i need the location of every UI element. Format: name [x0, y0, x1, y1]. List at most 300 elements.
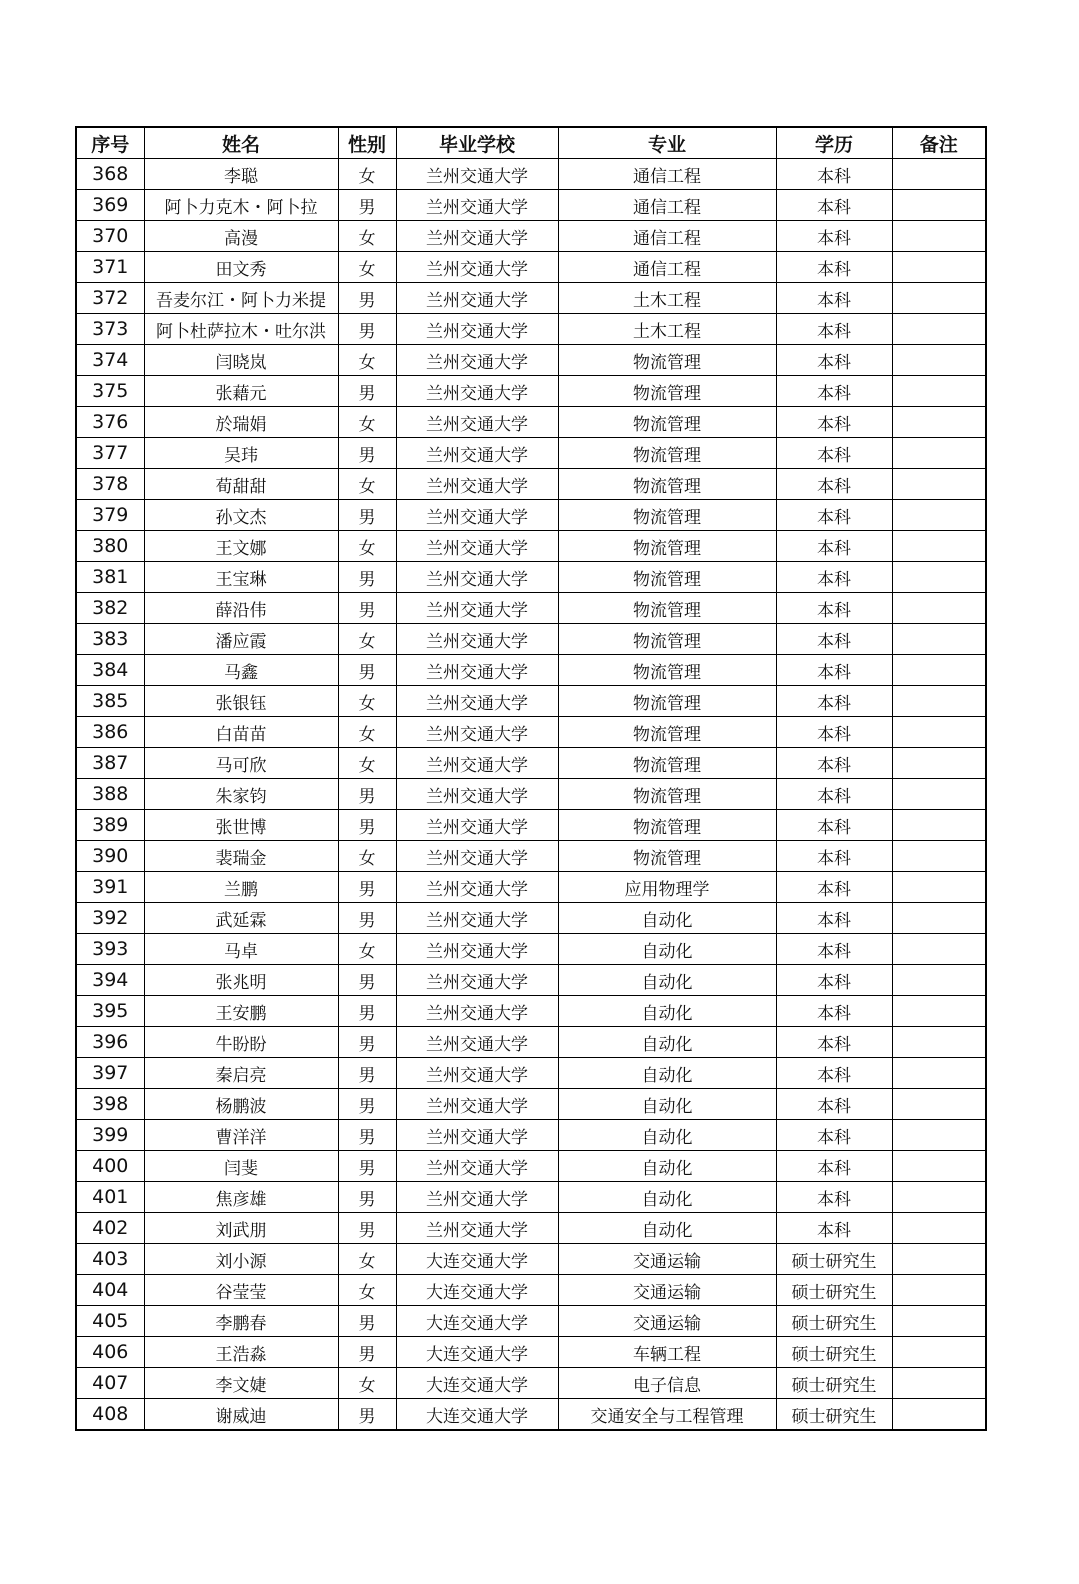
cell-name: 马鑫 — [144, 655, 338, 686]
cell-school: 兰州交通大学 — [396, 779, 558, 810]
cell-remarks — [892, 1151, 986, 1182]
cell-degree: 本科 — [776, 841, 892, 872]
cell-degree: 本科 — [776, 500, 892, 531]
cell-name: 王宝琳 — [144, 562, 338, 593]
table-row — [76, 624, 986, 655]
cell-school: 兰州交通大学 — [396, 252, 558, 283]
cell-major: 物流管理 — [558, 407, 776, 438]
cell-name: 潘应霞 — [144, 624, 338, 655]
cell-name: 张世博 — [144, 810, 338, 841]
table-row — [76, 159, 986, 190]
cell-gender: 男 — [338, 1306, 396, 1337]
cell-degree: 本科 — [776, 1058, 892, 1089]
cell-school: 兰州交通大学 — [396, 1058, 558, 1089]
cell-index: 396 — [76, 1027, 144, 1058]
cell-major: 电子信息 — [558, 1368, 776, 1399]
cell-remarks — [892, 1089, 986, 1120]
cell-remarks — [892, 1368, 986, 1399]
cell-school: 兰州交通大学 — [396, 283, 558, 314]
cell-index: 403 — [76, 1244, 144, 1275]
cell-remarks — [892, 1120, 986, 1151]
table-row — [76, 1306, 986, 1337]
cell-school: 兰州交通大学 — [396, 872, 558, 903]
cell-school: 兰州交通大学 — [396, 1182, 558, 1213]
table-row — [76, 872, 986, 903]
cell-gender: 男 — [338, 965, 396, 996]
cell-school: 大连交通大学 — [396, 1244, 558, 1275]
cell-degree: 本科 — [776, 934, 892, 965]
cell-remarks — [892, 686, 986, 717]
table-row — [76, 1151, 986, 1182]
cell-school: 兰州交通大学 — [396, 1120, 558, 1151]
cell-name: 田文秀 — [144, 252, 338, 283]
cell-remarks — [892, 1275, 986, 1306]
cell-gender: 女 — [338, 686, 396, 717]
cell-degree: 本科 — [776, 314, 892, 345]
cell-major: 自动化 — [558, 1089, 776, 1120]
cell-index: 370 — [76, 221, 144, 252]
cell-name: 牛盼盼 — [144, 1027, 338, 1058]
cell-gender: 女 — [338, 1368, 396, 1399]
cell-index: 405 — [76, 1306, 144, 1337]
cell-degree: 本科 — [776, 345, 892, 376]
cell-major: 物流管理 — [558, 686, 776, 717]
table-row — [76, 314, 986, 345]
cell-school: 兰州交通大学 — [396, 686, 558, 717]
cell-major: 自动化 — [558, 903, 776, 934]
cell-remarks — [892, 1244, 986, 1275]
cell-gender: 男 — [338, 872, 396, 903]
cell-degree: 本科 — [776, 159, 892, 190]
cell-degree: 本科 — [776, 965, 892, 996]
cell-degree: 本科 — [776, 810, 892, 841]
cell-remarks — [892, 531, 986, 562]
cell-school: 兰州交通大学 — [396, 314, 558, 345]
cell-gender: 男 — [338, 1151, 396, 1182]
table-row — [76, 593, 986, 624]
cell-index: 398 — [76, 1089, 144, 1120]
cell-name: 高漫 — [144, 221, 338, 252]
cell-index: 397 — [76, 1058, 144, 1089]
table-row — [76, 1337, 986, 1368]
cell-remarks — [892, 1399, 986, 1431]
table-body — [76, 159, 986, 1431]
cell-gender: 男 — [338, 438, 396, 469]
cell-school: 兰州交通大学 — [396, 965, 558, 996]
cell-remarks — [892, 748, 986, 779]
cell-school: 兰州交通大学 — [396, 190, 558, 221]
cell-degree: 硕士研究生 — [776, 1399, 892, 1431]
cell-major: 交通运输 — [558, 1275, 776, 1306]
cell-index: 384 — [76, 655, 144, 686]
cell-school: 兰州交通大学 — [396, 903, 558, 934]
cell-degree: 本科 — [776, 996, 892, 1027]
cell-gender: 男 — [338, 593, 396, 624]
table-row — [76, 252, 986, 283]
cell-name: 张藉元 — [144, 376, 338, 407]
cell-school: 兰州交通大学 — [396, 438, 558, 469]
cell-gender: 男 — [338, 779, 396, 810]
cell-school: 兰州交通大学 — [396, 562, 558, 593]
cell-major: 物流管理 — [558, 748, 776, 779]
cell-major: 交通运输 — [558, 1244, 776, 1275]
cell-degree: 本科 — [776, 438, 892, 469]
table-row — [76, 221, 986, 252]
cell-gender: 男 — [338, 190, 396, 221]
cell-remarks — [892, 810, 986, 841]
cell-name: 孙文杰 — [144, 500, 338, 531]
cell-major: 物流管理 — [558, 841, 776, 872]
cell-school: 兰州交通大学 — [396, 1089, 558, 1120]
col-header-remarks: 备注 — [892, 127, 986, 159]
cell-index: 372 — [76, 283, 144, 314]
cell-major: 自动化 — [558, 996, 776, 1027]
cell-gender: 男 — [338, 1027, 396, 1058]
cell-name: 李鹏春 — [144, 1306, 338, 1337]
cell-major: 交通运输 — [558, 1306, 776, 1337]
cell-major: 车辆工程 — [558, 1337, 776, 1368]
cell-remarks — [892, 469, 986, 500]
table-row — [76, 686, 986, 717]
cell-gender: 女 — [338, 531, 396, 562]
cell-remarks — [892, 500, 986, 531]
cell-major: 自动化 — [558, 1182, 776, 1213]
cell-remarks — [892, 934, 986, 965]
cell-major: 交通安全与工程管理 — [558, 1399, 776, 1431]
col-header-index: 序号 — [76, 127, 144, 159]
cell-remarks — [892, 996, 986, 1027]
table-row — [76, 841, 986, 872]
cell-index: 400 — [76, 1151, 144, 1182]
cell-index: 391 — [76, 872, 144, 903]
table-row — [76, 407, 986, 438]
cell-degree: 本科 — [776, 779, 892, 810]
table-row — [76, 190, 986, 221]
table-row — [76, 345, 986, 376]
cell-index: 368 — [76, 159, 144, 190]
table-row — [76, 810, 986, 841]
table-row — [76, 1058, 986, 1089]
cell-degree: 本科 — [776, 1151, 892, 1182]
cell-gender: 男 — [338, 655, 396, 686]
table-row — [76, 283, 986, 314]
cell-major: 通信工程 — [558, 252, 776, 283]
cell-index: 404 — [76, 1275, 144, 1306]
roster-sheet — [75, 126, 985, 1431]
cell-gender: 男 — [338, 1120, 396, 1151]
cell-name: 朱家钧 — [144, 779, 338, 810]
cell-name: 李文婕 — [144, 1368, 338, 1399]
cell-index: 383 — [76, 624, 144, 655]
cell-degree: 本科 — [776, 593, 892, 624]
cell-gender: 女 — [338, 345, 396, 376]
cell-remarks — [892, 345, 986, 376]
cell-gender: 女 — [338, 252, 396, 283]
cell-remarks — [892, 159, 986, 190]
cell-gender: 女 — [338, 841, 396, 872]
table-row — [76, 1213, 986, 1244]
cell-index: 385 — [76, 686, 144, 717]
cell-major: 物流管理 — [558, 376, 776, 407]
cell-name: 吾麦尔江・阿卜力米提 — [144, 283, 338, 314]
cell-gender: 女 — [338, 1244, 396, 1275]
cell-major: 应用物理学 — [558, 872, 776, 903]
cell-index: 379 — [76, 500, 144, 531]
cell-major: 自动化 — [558, 1213, 776, 1244]
cell-major: 自动化 — [558, 1151, 776, 1182]
cell-name: 张银钰 — [144, 686, 338, 717]
cell-gender: 女 — [338, 407, 396, 438]
cell-gender: 女 — [338, 624, 396, 655]
cell-remarks — [892, 965, 986, 996]
cell-gender: 男 — [338, 376, 396, 407]
cell-major: 通信工程 — [558, 159, 776, 190]
cell-school: 兰州交通大学 — [396, 624, 558, 655]
cell-school: 大连交通大学 — [396, 1368, 558, 1399]
cell-degree: 硕士研究生 — [776, 1275, 892, 1306]
cell-school: 兰州交通大学 — [396, 1213, 558, 1244]
cell-school: 兰州交通大学 — [396, 717, 558, 748]
cell-school: 兰州交通大学 — [396, 345, 558, 376]
cell-degree: 硕士研究生 — [776, 1368, 892, 1399]
cell-major: 自动化 — [558, 1027, 776, 1058]
cell-remarks — [892, 779, 986, 810]
cell-gender: 女 — [338, 469, 396, 500]
cell-school: 兰州交通大学 — [396, 531, 558, 562]
cell-degree: 硕士研究生 — [776, 1337, 892, 1368]
cell-major: 物流管理 — [558, 438, 776, 469]
cell-degree: 本科 — [776, 221, 892, 252]
cell-school: 大连交通大学 — [396, 1306, 558, 1337]
cell-name: 马卓 — [144, 934, 338, 965]
table-row — [76, 562, 986, 593]
table-row — [76, 748, 986, 779]
cell-name: 李聪 — [144, 159, 338, 190]
cell-gender: 男 — [338, 283, 396, 314]
cell-degree: 本科 — [776, 624, 892, 655]
cell-major: 物流管理 — [558, 469, 776, 500]
table-row — [76, 1275, 986, 1306]
cell-degree: 本科 — [776, 903, 892, 934]
col-header-school: 毕业学校 — [396, 127, 558, 159]
cell-remarks — [892, 314, 986, 345]
cell-school: 兰州交通大学 — [396, 748, 558, 779]
col-header-degree: 学历 — [776, 127, 892, 159]
cell-name: 谢威迪 — [144, 1399, 338, 1431]
cell-remarks — [892, 1306, 986, 1337]
cell-index: 395 — [76, 996, 144, 1027]
cell-gender: 男 — [338, 314, 396, 345]
cell-gender: 男 — [338, 903, 396, 934]
table-row — [76, 438, 986, 469]
cell-remarks — [892, 624, 986, 655]
cell-degree: 本科 — [776, 655, 892, 686]
table-row — [76, 500, 986, 531]
cell-major: 土木工程 — [558, 314, 776, 345]
cell-major: 物流管理 — [558, 810, 776, 841]
cell-school: 兰州交通大学 — [396, 841, 558, 872]
table-row — [76, 1120, 986, 1151]
cell-major: 自动化 — [558, 1058, 776, 1089]
cell-name: 杨鹏波 — [144, 1089, 338, 1120]
cell-index: 389 — [76, 810, 144, 841]
cell-remarks — [892, 376, 986, 407]
cell-degree: 本科 — [776, 686, 892, 717]
table-row — [76, 779, 986, 810]
cell-index: 380 — [76, 531, 144, 562]
cell-name: 白苗苗 — [144, 717, 338, 748]
cell-school: 大连交通大学 — [396, 1275, 558, 1306]
cell-major: 自动化 — [558, 934, 776, 965]
cell-degree: 本科 — [776, 562, 892, 593]
cell-gender: 男 — [338, 1337, 396, 1368]
table-row — [76, 655, 986, 686]
cell-major: 物流管理 — [558, 655, 776, 686]
cell-name: 兰鹏 — [144, 872, 338, 903]
cell-major: 物流管理 — [558, 624, 776, 655]
cell-gender: 男 — [338, 1058, 396, 1089]
cell-remarks — [892, 1337, 986, 1368]
cell-major: 土木工程 — [558, 283, 776, 314]
col-header-gender: 性别 — [338, 127, 396, 159]
cell-name: 王安鹏 — [144, 996, 338, 1027]
cell-school: 兰州交通大学 — [396, 159, 558, 190]
cell-remarks — [892, 655, 986, 686]
cell-major: 物流管理 — [558, 717, 776, 748]
cell-degree: 本科 — [776, 531, 892, 562]
table-row — [76, 1182, 986, 1213]
cell-degree: 本科 — [776, 1089, 892, 1120]
cell-index: 371 — [76, 252, 144, 283]
col-header-name: 姓名 — [144, 127, 338, 159]
cell-remarks — [892, 190, 986, 221]
cell-remarks — [892, 562, 986, 593]
cell-index: 399 — [76, 1120, 144, 1151]
cell-index: 376 — [76, 407, 144, 438]
cell-gender: 女 — [338, 159, 396, 190]
cell-index: 387 — [76, 748, 144, 779]
table-row — [76, 965, 986, 996]
cell-major: 通信工程 — [558, 221, 776, 252]
cell-name: 吴玮 — [144, 438, 338, 469]
cell-name: 谷莹莹 — [144, 1275, 338, 1306]
cell-remarks — [892, 407, 986, 438]
cell-major: 自动化 — [558, 1120, 776, 1151]
table-row — [76, 376, 986, 407]
cell-name: 马可欣 — [144, 748, 338, 779]
cell-degree: 本科 — [776, 1182, 892, 1213]
cell-remarks — [892, 872, 986, 903]
cell-remarks — [892, 1027, 986, 1058]
cell-name: 阿卜力克木・阿卜拉 — [144, 190, 338, 221]
table-row — [76, 1089, 986, 1120]
cell-gender: 男 — [338, 1399, 396, 1431]
cell-name: 焦彦雄 — [144, 1182, 338, 1213]
cell-index: 373 — [76, 314, 144, 345]
cell-name: 闫晓岚 — [144, 345, 338, 376]
cell-degree: 本科 — [776, 283, 892, 314]
cell-degree: 本科 — [776, 407, 892, 438]
table-row — [76, 531, 986, 562]
cell-name: 於瑞娟 — [144, 407, 338, 438]
cell-name: 闫斐 — [144, 1151, 338, 1182]
table-row — [76, 1399, 986, 1431]
cell-degree: 本科 — [776, 376, 892, 407]
cell-name: 刘武朋 — [144, 1213, 338, 1244]
table-row — [76, 903, 986, 934]
cell-index: 390 — [76, 841, 144, 872]
table-row — [76, 1027, 986, 1058]
cell-index: 401 — [76, 1182, 144, 1213]
cell-gender: 女 — [338, 221, 396, 252]
cell-index: 386 — [76, 717, 144, 748]
cell-remarks — [892, 903, 986, 934]
cell-gender: 女 — [338, 748, 396, 779]
cell-name: 张兆明 — [144, 965, 338, 996]
cell-index: 406 — [76, 1337, 144, 1368]
cell-degree: 本科 — [776, 190, 892, 221]
cell-school: 兰州交通大学 — [396, 221, 558, 252]
cell-school: 兰州交通大学 — [396, 1027, 558, 1058]
cell-index: 392 — [76, 903, 144, 934]
cell-index: 381 — [76, 562, 144, 593]
cell-degree: 本科 — [776, 252, 892, 283]
cell-school: 兰州交通大学 — [396, 469, 558, 500]
cell-name: 刘小源 — [144, 1244, 338, 1275]
col-header-major: 专业 — [558, 127, 776, 159]
cell-index: 388 — [76, 779, 144, 810]
cell-degree: 硕士研究生 — [776, 1306, 892, 1337]
cell-index: 374 — [76, 345, 144, 376]
cell-degree: 本科 — [776, 717, 892, 748]
cell-degree: 本科 — [776, 1213, 892, 1244]
cell-major: 物流管理 — [558, 593, 776, 624]
cell-major: 通信工程 — [558, 190, 776, 221]
cell-school: 兰州交通大学 — [396, 376, 558, 407]
table-row — [76, 717, 986, 748]
roster-table — [75, 126, 987, 1431]
cell-degree: 本科 — [776, 872, 892, 903]
cell-school: 兰州交通大学 — [396, 500, 558, 531]
cell-major: 物流管理 — [558, 779, 776, 810]
cell-name: 曹洋洋 — [144, 1120, 338, 1151]
header-row — [76, 127, 986, 159]
cell-remarks — [892, 1058, 986, 1089]
cell-name: 王文娜 — [144, 531, 338, 562]
cell-name: 阿卜杜萨拉木・吐尔洪 — [144, 314, 338, 345]
cell-school: 大连交通大学 — [396, 1337, 558, 1368]
cell-index: 394 — [76, 965, 144, 996]
cell-index: 378 — [76, 469, 144, 500]
cell-degree: 本科 — [776, 1120, 892, 1151]
cell-gender: 女 — [338, 934, 396, 965]
cell-school: 兰州交通大学 — [396, 996, 558, 1027]
cell-gender: 女 — [338, 1275, 396, 1306]
cell-gender: 男 — [338, 562, 396, 593]
cell-school: 兰州交通大学 — [396, 810, 558, 841]
cell-degree: 本科 — [776, 469, 892, 500]
table-row — [76, 996, 986, 1027]
cell-gender: 男 — [338, 996, 396, 1027]
cell-name: 王浩淼 — [144, 1337, 338, 1368]
cell-school: 大连交通大学 — [396, 1399, 558, 1431]
cell-gender: 男 — [338, 810, 396, 841]
cell-gender: 女 — [338, 717, 396, 748]
cell-name: 裴瑞金 — [144, 841, 338, 872]
cell-remarks — [892, 593, 986, 624]
cell-remarks — [892, 1182, 986, 1213]
cell-gender: 男 — [338, 1182, 396, 1213]
